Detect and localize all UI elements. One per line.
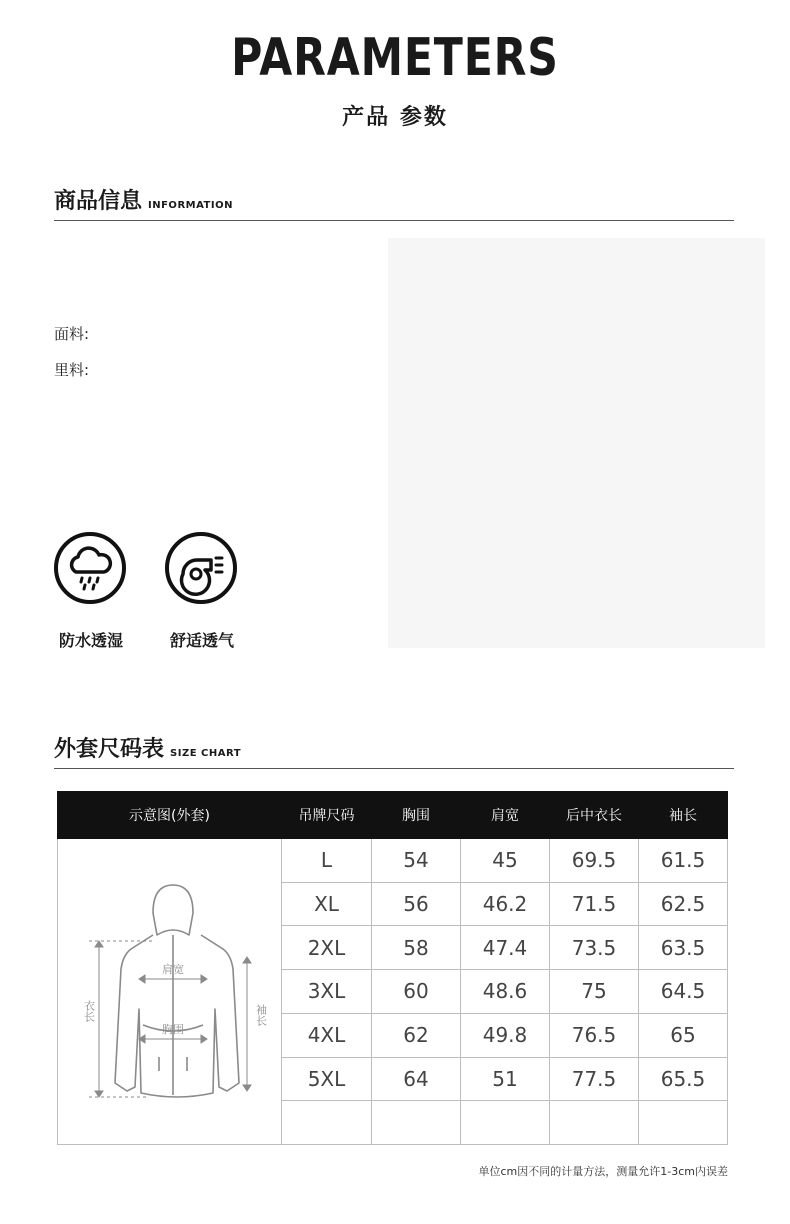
header-sleeve: 袖长 bbox=[639, 792, 728, 839]
info-section-divider bbox=[54, 220, 734, 221]
header-chest: 胸围 bbox=[372, 792, 461, 839]
product-image-placeholder bbox=[388, 238, 765, 648]
table-row bbox=[58, 839, 728, 883]
feature-label-waterproof: 防水透湿 bbox=[58, 631, 123, 650]
diagram-length-label: 衣长 bbox=[82, 1000, 95, 1022]
shoulder-cell: 45 bbox=[461, 839, 550, 883]
sleeve-cell: 65.5 bbox=[639, 1057, 728, 1101]
header-diagram: 示意图(外套) bbox=[58, 792, 282, 839]
chest-cell: 62 bbox=[372, 1013, 461, 1057]
page-subtitle: 产品 参数 bbox=[342, 105, 448, 130]
chest-cell: 56 bbox=[372, 882, 461, 926]
sleeve-cell: 63.5 bbox=[639, 926, 728, 970]
size-chart-header-row bbox=[58, 792, 728, 839]
diagram-chest-label: 胸围 bbox=[161, 1023, 184, 1036]
sleeve-cell: 61.5 bbox=[639, 839, 728, 883]
sleeve-cell: 62.5 bbox=[639, 882, 728, 926]
feature-label-breathable: 舒适透气 bbox=[169, 631, 234, 650]
fabric-label: 面料: bbox=[54, 325, 90, 343]
shoulder-cell: 49.8 bbox=[461, 1013, 550, 1057]
sleeve-cell bbox=[639, 1101, 728, 1145]
size-cell: 2XL bbox=[282, 926, 372, 970]
page-title: PARAMETERS bbox=[231, 28, 559, 88]
chest-cell: 58 bbox=[372, 926, 461, 970]
shoulder-cell: 51 bbox=[461, 1057, 550, 1101]
chest-cell: 54 bbox=[372, 839, 461, 883]
size-section-divider bbox=[54, 768, 734, 769]
size-cell: 5XL bbox=[282, 1057, 372, 1101]
size-cell: 4XL bbox=[282, 1013, 372, 1057]
sleeve-cell: 64.5 bbox=[639, 970, 728, 1014]
diagram-shoulder-label: 肩宽 bbox=[161, 963, 184, 976]
jacket-diagram-cell bbox=[58, 839, 282, 1145]
size-chart-table bbox=[57, 791, 728, 1145]
shoulder-cell: 48.6 bbox=[461, 970, 550, 1014]
header-back-length: 后中衣长 bbox=[550, 792, 639, 839]
length-cell: 71.5 bbox=[550, 882, 639, 926]
shoulder-cell bbox=[461, 1101, 550, 1145]
info-section-heading bbox=[54, 184, 233, 215]
shoulder-cell: 46.2 bbox=[461, 882, 550, 926]
info-section-title: 商品信息 bbox=[54, 189, 143, 214]
diagram-sleeve-label: 袖长 bbox=[254, 1004, 267, 1026]
length-cell: 75 bbox=[550, 970, 639, 1014]
size-section-title: 外套尺码表 bbox=[54, 737, 165, 762]
air-vent-icon bbox=[165, 532, 237, 604]
measurement-note: 单位cm因不同的计量方法，测量允许1-3cm内误差 bbox=[478, 1165, 728, 1178]
length-cell bbox=[550, 1101, 639, 1145]
size-section-heading bbox=[54, 732, 241, 763]
chest-cell bbox=[372, 1101, 461, 1145]
size-cell: 3XL bbox=[282, 970, 372, 1014]
size-cell: L bbox=[282, 839, 372, 883]
header-shoulder: 肩宽 bbox=[461, 792, 550, 839]
size-section-title-en: SIZE CHART bbox=[170, 748, 242, 759]
rain-cloud-icon bbox=[54, 532, 126, 604]
length-cell: 76.5 bbox=[550, 1013, 639, 1057]
size-cell: XL bbox=[282, 882, 372, 926]
length-cell: 77.5 bbox=[550, 1057, 639, 1101]
sleeve-cell: 65 bbox=[639, 1013, 728, 1057]
chest-cell: 60 bbox=[372, 970, 461, 1014]
length-cell: 73.5 bbox=[550, 926, 639, 970]
header-tag-size: 吊牌尺码 bbox=[282, 792, 372, 839]
jacket-outline-diagram bbox=[59, 839, 281, 1139]
chest-cell: 64 bbox=[372, 1057, 461, 1101]
shoulder-cell: 47.4 bbox=[461, 926, 550, 970]
length-cell: 69.5 bbox=[550, 839, 639, 883]
lining-label: 里料: bbox=[54, 361, 90, 379]
size-cell bbox=[282, 1101, 372, 1145]
info-section-title-en: INFORMATION bbox=[148, 200, 233, 211]
